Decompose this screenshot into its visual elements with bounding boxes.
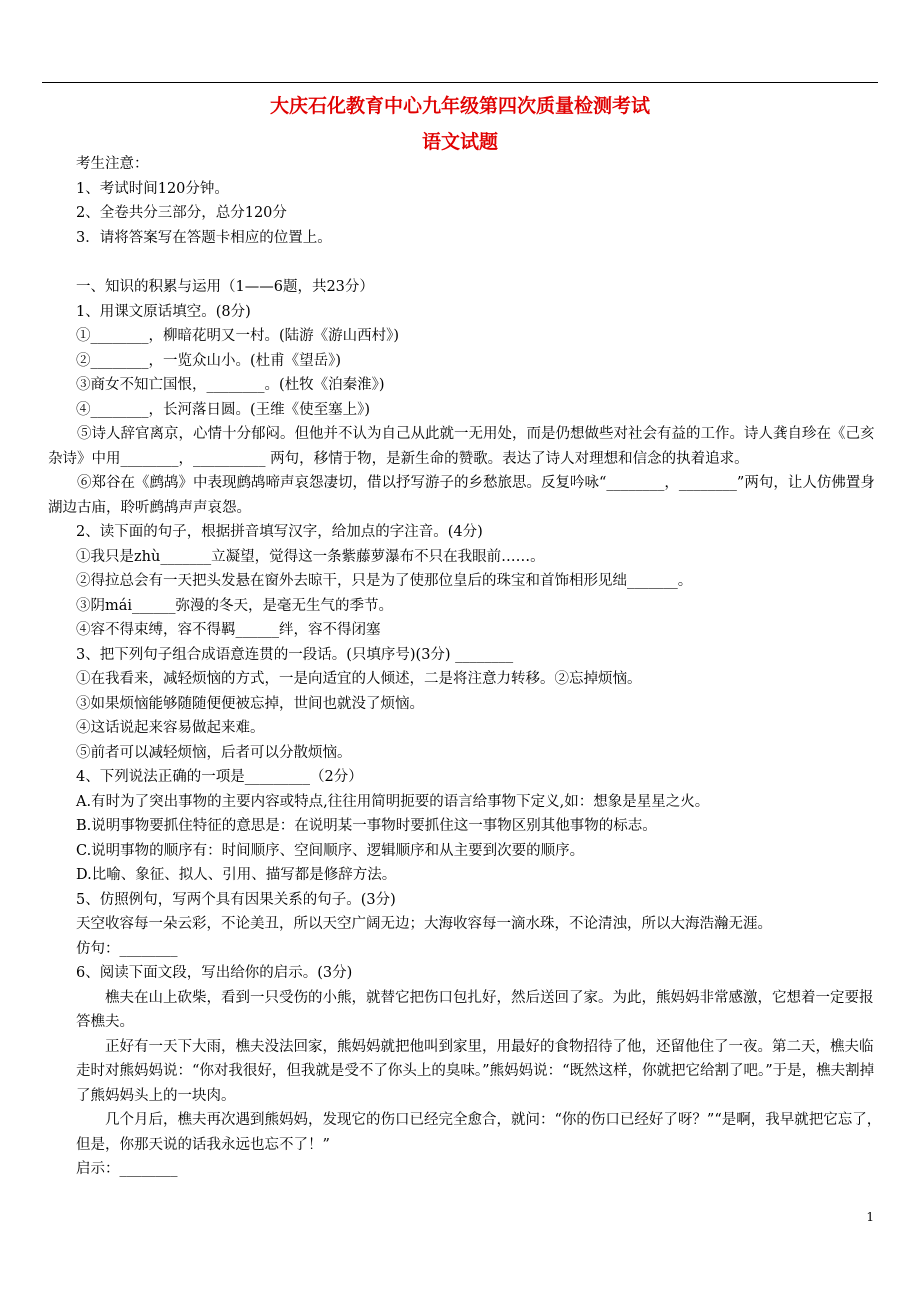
question-2-item: ④容不得束缚，容不得羁______绊，容不得闭塞 bbox=[76, 622, 381, 638]
question-4-option: C.说明事物的顺序有：时间顺序、空间顺序、逻辑顺序和从主要到次要的顺序。 bbox=[76, 842, 585, 859]
notice-item: 1、考试时间120分钟。 bbox=[76, 180, 229, 197]
question-2-item: ②得拉总会有一天把头发悬在窗外去晾干，只是为了使那位皇后的珠宝和首饰相形见绌_______。 bbox=[76, 573, 693, 589]
question-1-item: ④________，长河落日圆。(王维《使至塞上》) bbox=[76, 401, 371, 418]
question-1-stem: 1、用课文原话填空。(8分) bbox=[76, 303, 251, 320]
question-6-stem: 6、阅读下面文段，写出给你的启示。(3分) bbox=[76, 965, 353, 981]
question-6-paragraph: 樵夫在山上砍柴，看到一只受伤的小熊，就替它把伤口包扎好，然后送回了家。为此，熊妈妈非常感激，它想着一定要报答樵夫。 bbox=[76, 989, 874, 1030]
question-4-option: A.有时为了突出事物的主要内容或特点,往往用简明扼要的语言给事物下定义,如：想象是星星之火。 bbox=[76, 793, 710, 810]
question-1-item-6: ⑥郑谷在《鹧鸪》中表现鹧鸪啼声哀怨凄切，借以抒写游子的乡愁旅思。反复吟咏“________，________”两句，让人仿佛置身湖边古庙，聆听鹧鸪声声哀怨。 bbox=[48, 475, 875, 516]
question-5-stem: 5、仿照例句，写两个具有因果关系的句子。(3分) bbox=[76, 891, 396, 908]
question-3-item: ④这话说起来容易做起来难。 bbox=[76, 720, 265, 736]
exam-title: 大庆石化教育中心九年级第四次质量检测考试 bbox=[269, 95, 650, 117]
question-4-stem: 4、下列说法正确的一项是_________（2分） bbox=[76, 769, 363, 785]
notice-heading: 考生注意： bbox=[76, 156, 149, 172]
question-1-item: ③商女不知亡国恨，________。(杜牧《泊秦淮》) bbox=[76, 377, 385, 393]
question-6-paragraph: 正好有一天下大雨，樵夫没法回家，熊妈妈就把他叫到家里，用最好的食物招待了他，还留他住了一夜。第二天，樵夫临走时对熊妈妈说：“你对我很好，但我就是受不了你头上的臭味。”熊妈妈说：“既然这样，你就把它给割了吧。”于是，樵夫割掉了熊妈妈头上的一块肉。 bbox=[76, 1038, 875, 1104]
exam-subtitle: 语文试题 bbox=[421, 131, 498, 153]
section-heading: 一、知识的积累与运用（1——6题，共23分） bbox=[76, 279, 374, 295]
notice-item: 2、全卷共分三部分，总分120分 bbox=[76, 205, 287, 221]
question-6-paragraph: 几个月后，樵夫再次遇到熊妈妈，发现它的伤口已经完全愈合，就问：“你的伤口已经好了呀？”“是啊，我早就把它忘了，但是，你那天说的话我永远也忘不了！” bbox=[76, 1112, 882, 1153]
question-2-item: ①我只是zhù_______立凝望，觉得这一条紫藤萝瀑布不只在我眼前……。 bbox=[76, 548, 545, 565]
question-3-item: ⑤前者可以减轻烦恼，后者可以分散烦恼。 bbox=[76, 744, 352, 761]
question-4-option: D.比喻、象征、拟人、引用、描写都是修辞方法。 bbox=[76, 867, 397, 883]
question-5-answer: 仿句：________ bbox=[76, 940, 178, 957]
question-5-example: 天空收容每一朵云彩，不论美丑，所以天空广阔无边；大海收容每一滴水珠，不论清浊，所以大海浩瀚无涯。 bbox=[76, 916, 772, 932]
question-1-item: ①________，柳暗花明又一村。(陆游《游山西村》) bbox=[76, 328, 400, 344]
question-1-item: ②________，一览众山小。(杜甫《望岳》) bbox=[76, 352, 342, 369]
question-2-item: ③阴mái______弥漫的冬天，是毫无生气的季节。 bbox=[76, 597, 394, 614]
exam-content bbox=[48, 152, 882, 1182]
question-6-answer: 启示：________ bbox=[76, 1161, 178, 1177]
question-3-item: ③如果烦恼能够随随便便被忘掉，世间也就没了烦恼。 bbox=[76, 695, 424, 712]
question-3-item: ①在我看来，减轻烦恼的方式，一是向适宜的人倾述，二是将注意力转移。②忘掉烦恼。 bbox=[76, 671, 642, 687]
header-rule bbox=[42, 82, 878, 83]
page-number: 1 bbox=[866, 1210, 874, 1224]
question-4-option: B.说明事物要抓住特征的意思是：在说明某一事物时要抓住这一事物区别其他事物的标志。 bbox=[76, 818, 657, 834]
notice-item: 3．请将答案写在答题卡相应的位置上。 bbox=[76, 229, 332, 246]
question-2-stem: 2、读下面的句子，根据拼音填写汉字，给加点的字注音。(4分) bbox=[76, 524, 483, 540]
question-1-item-5: ⑤诗人辞官离京，心情十分郁闷。但他并不认为自己从此就一无用处，而是仍想做些对社会有益的工作。诗人龚自珍在《己亥杂诗》中用________，__________ 两句，移情于物，是新生命的赞歌。表达了诗人对理想和信念的执着追求。 bbox=[48, 426, 875, 467]
question-3-stem: 3、把下列句子组合成语意连贯的一段话。(只填序号)(3分) ________ bbox=[76, 646, 514, 663]
